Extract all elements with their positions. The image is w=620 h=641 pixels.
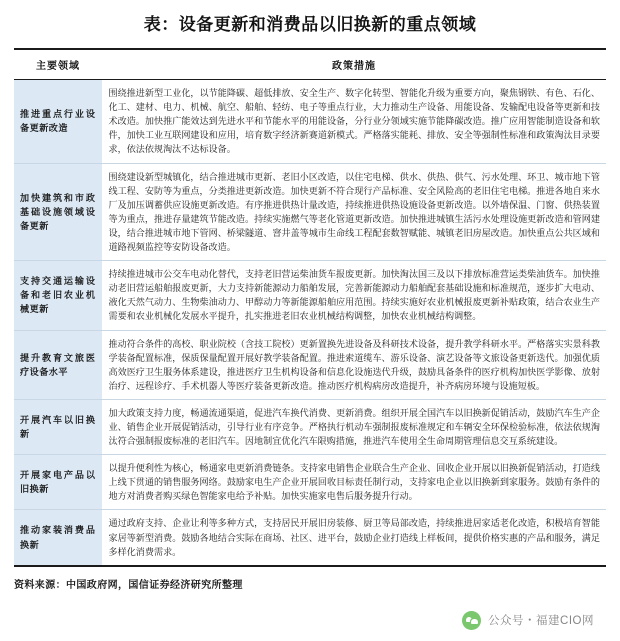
table-row [14, 261, 606, 330]
wechat-icon [462, 611, 481, 630]
table-header-row [14, 50, 606, 80]
table-row [14, 510, 606, 565]
cell-area: 推动家装消费品换新 [14, 510, 102, 565]
cell-measure: 围绕建设新型城镇化，结合推进城市更新、老旧小区改造，以住宅电梯、供水、供热、供气、污水处理、环卫、城市地下管线工程、安防等为重点，分类推进更新改造。加快更新不符合现行产品标准、安全风险高的老旧住宅电梯。推进各地自来水厂及加压调蓄供应设施更新改造。有序推进供热计量改造，持续推进供热设施设备更新改造。以外墙保温、门窗、供热装置等为重点，推进存量建筑节能改造。持续实施燃气等老化管道更新改造。加快推进城镇生活污水处理设施更新改造和管网建设，结合推进城市地下管网、桥梁隧道、窨井盖等城市生命线工程配套数智赋能、城镇老旧房屋改造。加快重点公共区域和道路视频监控等安防设备改造。 [102, 163, 606, 261]
cell-area: 开展汽车以旧换新 [14, 399, 102, 454]
table-row [14, 330, 606, 399]
cell-area: 提升教育文旅医疗设备水平 [14, 330, 102, 399]
watermark-bar [0, 599, 620, 641]
table-row [14, 455, 606, 510]
data-table-wrapper [14, 48, 606, 567]
cell-measure: 围绕推进新型工业化，以节能降碳、超低排放、安全生产、数字化转型、智能化升级为重要方向，聚焦钢铁、有色、石化、化工、建材、电力、机械、航空、船舶、轻纺、电子等重点行业，大力推动生产设备、用能设备、发输配电设备等更新和技术改造。加快推广能效达到先进水平和节能水平的用能设备，分行业分领域实施节能降碳改造。推广应用智能制造设备和软件，加快工业互联网建设和应用，培育数字经济新赛道新模式。严格落实能耗、排放、安全等强制性标准和政策淘汰目录要求，依法依规淘汰不达标设备。 [102, 80, 606, 163]
cell-measure: 以提升便利性为核心，畅通家电更新消费链条。支持家电销售企业联合生产企业、回收企业开展以旧换新促销活动，打造线上线下贯通的销售服务网络。鼓励家电生产企业开展回收目标责任制行动，支持家电企业以旧换新到家服务。鼓励有条件的地方对消费者购买绿色智能家电给予补贴。加快实施家电售后服务提升行动。 [102, 455, 606, 510]
cell-measure: 持续推进城市公交车电动化替代，支持老旧营运柴油货车报废更新。加快淘汰国三及以下排放标准营运类柴油货车。加快推动老旧营运船舶报废更新，大力支持新能源动力船舶发展，完善新能源动力船舶配套基础设施和标准规范，逐步扩大电动、液化天然气动力、生物柴油动力、甲醇动力等新能源船舶应用范围。持续实施好农业机械报废更新补贴政策，结合农业生产需要和农业机械化发展水平提升，扎实推进老旧农业机械结构调整，加快农业机械结构调整。 [102, 261, 606, 330]
column-header-area: 主要领域 [14, 50, 102, 80]
cell-measure: 推动符合条件的高校、职业院校（含技工院校）更新置换先进设备及科研技术设备，提升教学科研水平。严格落实实景科教学装备配置标准，保质保量配置开展好教学装备配置。推进索道缆车、游乐设备、演艺设备等文旅设备更新迭代。加强优质高效医疗卫生服务体系建设，推进医疗卫生机构设备和信息化设施迭代升级，鼓励具备条件的医疗机构加快医学影像、放射治疗、远程诊疗、手术机器人等医疗装备更新改造。推动医疗机构病房改造提升，补齐病房环境与设施短板。 [102, 330, 606, 399]
key-areas-table [14, 50, 606, 565]
cell-measure: 通过政府支持、企业让利等多种方式，支持居民开展旧房装修、厨卫等局部改造，持续推进居家适老化改造，积极培育智能家居等新型消费。鼓励各地结合实际在商场、社区、进平台，鼓励企业打造线上样板间，提供价格实惠的产品和服务，满足多样化消费需求。 [108, 518, 600, 557]
table-row [14, 399, 606, 454]
source-note: 资料来源：中国政府网，国信证券经济研究所整理 [14, 579, 243, 591]
cell-area: 支持交通运输设备和老旧农业机械更新 [14, 261, 102, 330]
column-header-measure: 政策措施 [102, 50, 606, 80]
cell-area: 加快建筑和市政基础设施领域设备更新 [14, 163, 102, 261]
cell-measure: 加大政策支持力度，畅通流通渠道，促进汽车换代消费、更新消费。组织开展全国汽车以旧换新促销活动，鼓励汽车生产企业、销售企业开展促销活动，引导行业有序竞争。严格执行机动车强制报废标准规定和车辆安全环保检验标准，依法依规淘汰符合强制报废标准的老旧汽车。因地制宜优化汽车限购措施，推进汽车使用全生命周期管理信息交互系统建设。 [102, 399, 606, 454]
table-row [14, 163, 606, 261]
cell-area: 推进重点行业设备更新改造 [14, 80, 102, 163]
watermark [462, 611, 594, 630]
cell-area: 开展家电产品以旧换新 [14, 455, 102, 510]
watermark-text: 公众号・福建CIO网 [488, 615, 594, 627]
page-title: 表：设备更新和消费品以旧换新的重点领域 [143, 15, 477, 34]
table-row [14, 80, 606, 163]
